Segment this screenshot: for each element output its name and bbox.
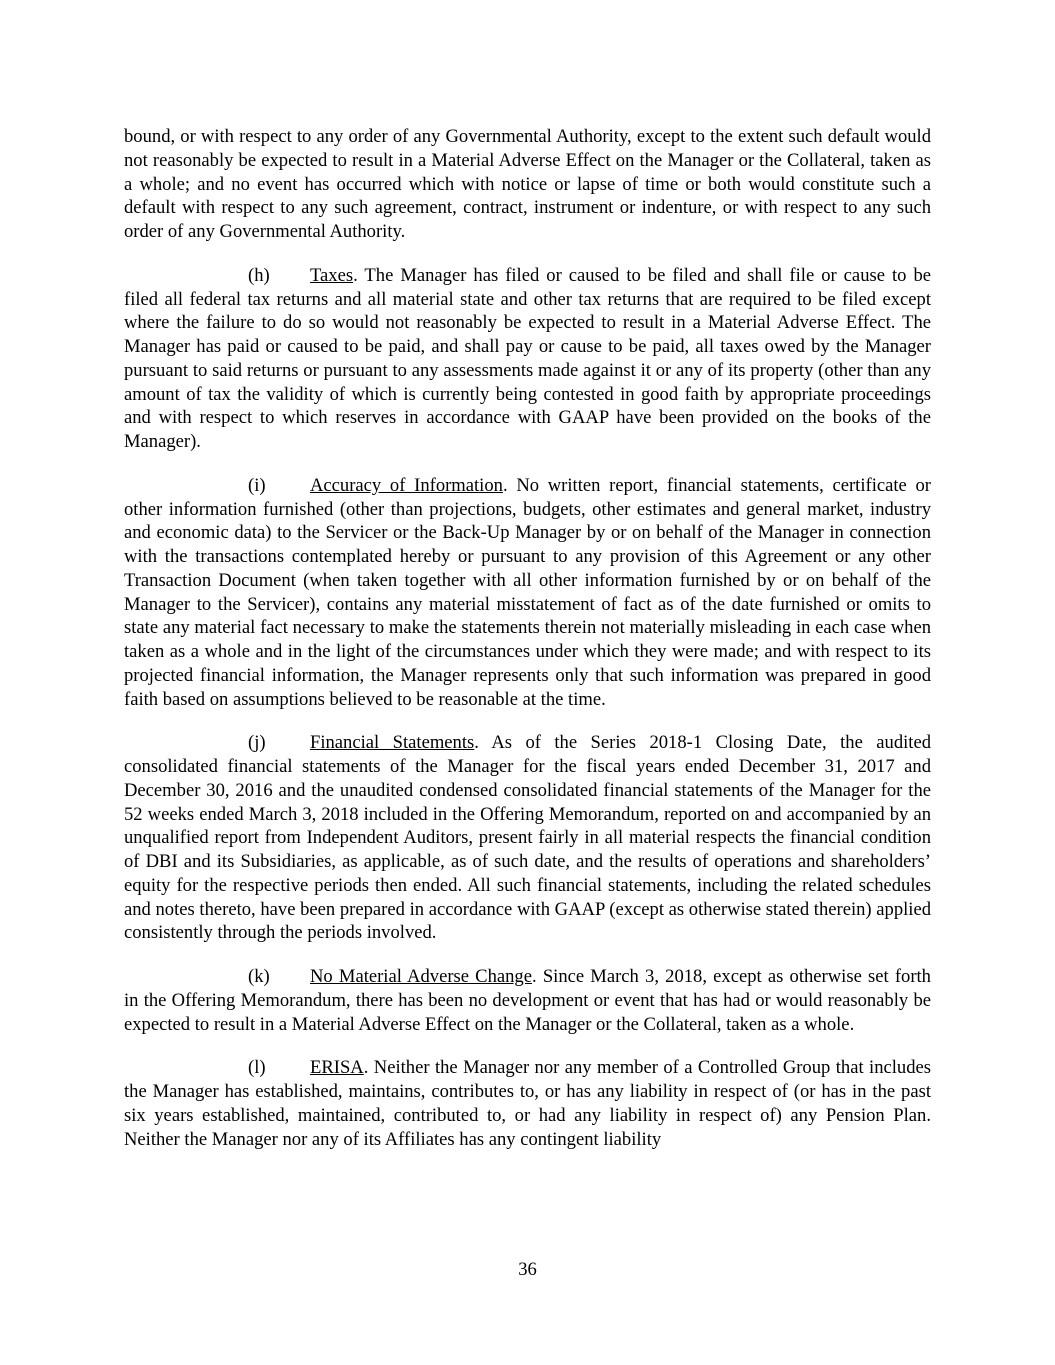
paragraph-text: . Since March 3, 2018, except as otherwise set forth in the Offering Memorandum, there has been no development or event that has had or would reasonably be expected to result in a Material Adverse Effect on the Manager or the Collateral, taken as a whole.	[124, 966, 931, 1035]
section-heading: ERISA	[310, 1057, 364, 1079]
section-heading: No Material Adverse Change	[310, 966, 532, 987]
section-enumerator: (h)	[248, 264, 270, 286]
section-heading: Accuracy of Information	[310, 474, 503, 496]
paragraph-h-taxes	[124, 264, 931, 454]
paragraph-k-no-material-adverse-change	[124, 965, 931, 1036]
paragraph-j-financial-statements	[124, 731, 931, 945]
paragraph-text: bound, or with respect to any order of any Governmental Authority, except to the extent such default would not reasonably be expected to result in a Material Adverse Effect on the Manager or the Collateral, taken as a whole; and no event has occurred which with notice or lapse of time or both would constitute such a default with respect to any such agreement, contract, instrument or indenture, or with respect to any such order of any Governmental Authority.	[124, 126, 931, 242]
paragraph-text: . The Manager has filed or caused to be filed and shall file or cause to be filed all federal tax returns and all material state and other tax returns that are required to be filed except where the failure to do so would not reasonably be expected to result in a Material Adverse Effect. The Manager has paid or caused to be paid, and shall pay or cause to be paid, all taxes owed by the Manager pursuant to said returns or pursuant to any assessments made against it or any of its property (other than any amount of tax the validity of which is currently being contested in good faith by appropriate proceedings and with respect to which reserves in accordance with GAAP have been provided on the books of the Manager).	[124, 264, 931, 452]
page-number: 36	[518, 1259, 537, 1280]
section-heading: Taxes	[310, 264, 354, 286]
section-enumerator: (k)	[248, 966, 270, 987]
section-enumerator: (i)	[248, 474, 266, 496]
section-heading: Financial Statements	[310, 732, 475, 754]
paragraph-continuation	[124, 125, 931, 244]
document-page	[124, 125, 931, 1171]
paragraph-text: . Neither the Manager nor any member of a Controlled Group that includes the Manager has established, maintains, contributes to, or has any liability in respect of (or has in the past six years established, maintained, contributed to, or had any liability in respect of) any Pension Plan. Neither the Manager nor any of its Affiliates has any contingent liability	[124, 1057, 931, 1150]
paragraph-i-accuracy-of-information	[124, 474, 931, 712]
section-enumerator: (j)	[248, 732, 266, 754]
section-enumerator: (l)	[248, 1057, 266, 1079]
paragraph-text: . As of the Series 2018-1 Closing Date, the audited consolidated financial statements of the Manager for the fiscal years ended December 31, 2017 and December 30, 2016 and the unaudited condensed consolidated financial statements of the Manager for the 52 weeks ended March 3, 2018 included in the Offering Memorandum, reported on and accompanied by an unqualified report from Independent Auditors, present fairly in all material respects the financial condition of DBI and its Subsidiaries, as applicable, as of such date, and the results of operations and shareholders’ equity for the respective periods then ended. All such financial statements, including the related schedules and notes thereto, have been prepared in accordance with GAAP (except as otherwise stated therein) applied consistently through the periods involved.	[124, 732, 932, 944]
paragraph-text: . No written report, financial statements, certificate or other information furnished (other than projections, budgets, other estimates and general market, industry and economic data) to the Servicer or the Back-Up Manager by or on behalf of the Manager in connection with the transactions contemplated hereby or pursuant to any provision of this Agreement or any other Transaction Document (when taken together with all other information furnished by or on behalf of the Manager to the Servicer), contains any material misstatement of fact as of the date furnished or omits to state any material fact necessary to make the statements therein not materially misleading in each case when taken as a whole and in the light of the circumstances under which they were made; and with respect to its projected financial information, the Manager represents only that such information was prepared in good faith based on assumptions believed to be reasonable at the time.	[124, 474, 931, 710]
paragraph-l-erisa	[124, 1056, 931, 1151]
